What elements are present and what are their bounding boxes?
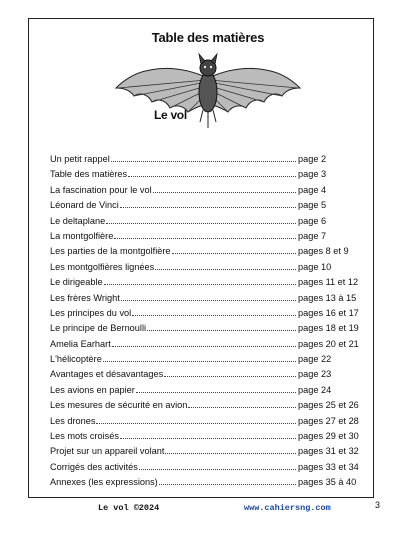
dot-leader [172, 253, 296, 254]
toc-entry-page: pages 33 et 34 [298, 461, 359, 472]
toc-entry [50, 214, 380, 229]
dot-leader [96, 423, 296, 424]
table-of-contents [50, 152, 380, 491]
dot-leader [111, 161, 296, 162]
toc-entry-page: page 6 [298, 215, 327, 226]
toc-entry [50, 444, 380, 459]
dot-leader [128, 176, 296, 177]
dot-leader [106, 223, 296, 224]
toc-entry-page: pages 35 à 40 [298, 477, 357, 488]
toc-entry [50, 244, 380, 259]
page-number: 3 [375, 500, 381, 510]
dot-leader [164, 376, 296, 377]
toc-entry [50, 429, 380, 444]
dot-leader [165, 453, 296, 454]
toc-entry-page: pages 29 et 30 [298, 431, 359, 442]
toc-entry-page: page 10 [298, 261, 332, 272]
bat-illustration [110, 48, 306, 136]
dot-leader [120, 207, 296, 208]
dot-leader [114, 238, 296, 239]
toc-entry-label: Les mots croisés [50, 431, 119, 442]
toc-entry-page: pages 13 à 15 [298, 292, 357, 303]
toc-entry [50, 414, 380, 429]
toc-entry-page: page 2 [298, 154, 327, 164]
toc-entry-label: Les montgolfières lignées [50, 261, 155, 272]
toc-entry-label: Les principes du vol [50, 307, 132, 318]
toc-entry [50, 260, 380, 275]
toc-entry-page: pages 20 et 21 [298, 338, 359, 349]
dot-leader [159, 484, 296, 485]
dot-leader [103, 361, 296, 362]
toc-entry-label: Le deltaplane [50, 215, 106, 226]
dot-leader [155, 269, 296, 270]
toc-entry-label: La montgolfière [50, 230, 114, 241]
toc-entry [50, 306, 380, 321]
toc-entry-page: pages 18 et 19 [298, 323, 359, 334]
toc-entry-page: pages 25 et 26 [298, 400, 359, 411]
toc-entry [50, 152, 380, 167]
book-subtitle: Le vol [154, 108, 187, 122]
toc-entry [50, 275, 380, 290]
toc-entry-page: page 3 [298, 169, 327, 180]
toc-entry [50, 198, 380, 213]
toc-entry-label: Les frères Wright [50, 292, 120, 303]
toc-entry-label: Corrigés des activités [50, 461, 138, 472]
dot-leader [132, 315, 296, 316]
toc-entry [50, 475, 380, 490]
toc-entry [50, 321, 380, 336]
footer-copyright: Le vol ©2024 [98, 503, 160, 513]
toc-entry-page: pages 11 et 12 [298, 277, 359, 288]
toc-entry-label: Les avions en papier [50, 384, 135, 395]
dot-leader [112, 346, 296, 347]
toc-entry-page: page 22 [298, 354, 332, 365]
toc-entry-page: page 4 [298, 184, 327, 195]
dot-leader [121, 300, 296, 301]
toc-entry-page: page 24 [298, 384, 332, 395]
dot-leader [153, 192, 296, 193]
toc-entry-page: pages 27 et 28 [298, 415, 359, 426]
toc-entry-label: Léonard de Vinci [50, 200, 119, 211]
toc-entry-label: Le dirigeable [50, 277, 103, 288]
dot-leader [139, 469, 296, 470]
toc-entry-page: page 5 [298, 200, 327, 211]
toc-entry-label: Table des matières [50, 169, 128, 180]
dot-leader [147, 330, 296, 331]
toc-entry-label: Les drones [50, 415, 96, 426]
toc-entry-label: Amelia Earhart [50, 338, 111, 349]
toc-entry-label: Les mesures de sécurité en avion [50, 400, 188, 411]
toc-entry [50, 398, 380, 413]
toc-entry-label: La fascination pour le vol [50, 184, 152, 195]
toc-entry-label: Annexes (les expressions) [50, 477, 158, 488]
dot-leader [188, 407, 296, 408]
toc-entry-page: page 23 [298, 369, 332, 380]
toc-entry [50, 183, 380, 198]
toc-entry [50, 352, 380, 367]
page-title: Table des matières [151, 30, 265, 45]
toc-entry-page: pages 31 et 32 [298, 446, 359, 457]
toc-entry [50, 229, 380, 244]
dot-leader [136, 392, 296, 393]
toc-entry [50, 291, 380, 306]
toc-entry [50, 383, 380, 398]
dot-leader [120, 438, 296, 439]
dot-leader [104, 284, 296, 285]
toc-entry-label: L'hélicoptère [50, 354, 102, 365]
toc-entry-page: pages 8 et 9 [298, 246, 349, 257]
toc-entry [50, 460, 380, 475]
toc-entry-page: page 7 [298, 230, 327, 241]
toc-entry-label: Un petit rappel [50, 154, 110, 164]
toc-entry [50, 367, 380, 382]
toc-entry-label: Les parties de la montgolfière [50, 246, 171, 257]
toc-entry-page: pages 16 et 17 [298, 307, 359, 318]
toc-entry-label: Projet sur un appareil volant [50, 446, 165, 457]
footer-website-link[interactable]: www.cahiersng.com [244, 503, 331, 513]
toc-entry-label: Avantages et désavantages [50, 369, 164, 380]
toc-entry [50, 167, 380, 182]
toc-entry-label: Le principe de Bernoulli [50, 323, 147, 334]
toc-entry [50, 337, 380, 352]
